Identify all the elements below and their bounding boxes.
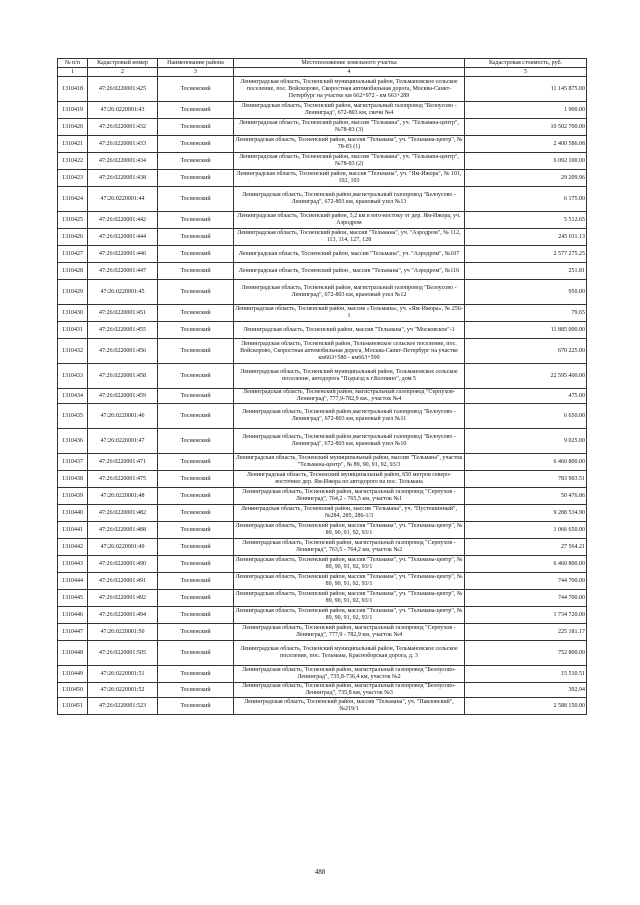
- cadastral-value: 245 011.13: [465, 229, 587, 246]
- row-number: 1310418: [58, 77, 88, 102]
- row-number: 1310438: [58, 471, 88, 488]
- location: Ленинградская область, Тосненский район, массив "Тельмана", уч. "Пустошинный", №284, 285, 286-1/3: [234, 505, 465, 522]
- table-row: [58, 170, 587, 187]
- district-name: Тосненский: [158, 187, 234, 212]
- district-name: Тосненский: [158, 136, 234, 153]
- cadastral-number: 47:26:0220001:442: [88, 212, 158, 229]
- row-number: 1310449: [58, 666, 88, 683]
- cadastral-number: 47:26:0220001:47: [88, 429, 158, 454]
- table-row: [58, 229, 587, 246]
- row-number: 1310433: [58, 364, 88, 389]
- district-name: Тосненский: [158, 119, 234, 136]
- district-name: Тосненский: [158, 698, 234, 715]
- district-name: Тосненский: [158, 305, 234, 322]
- cadastral-number: 47:26:0220001:490: [88, 556, 158, 573]
- row-number: 1310442: [58, 539, 88, 556]
- cadastral-value: 11 885 000.00: [465, 322, 587, 339]
- table-row: [58, 666, 587, 683]
- column-number: 5: [465, 68, 587, 77]
- location: Ленинградская область, Тосненский район, массив "Тельмана", уч. "Аэродром", №107: [234, 246, 465, 263]
- cadastral-value: 6 650.00: [465, 404, 587, 429]
- cadastral-value: 392.94: [465, 683, 587, 698]
- table-row: [58, 539, 587, 556]
- cadastral-value: 752 800.00: [465, 641, 587, 666]
- location: Ленинградская область, Тосненский район, магистральный газопровод "Белоусово-Ленинград", 735,8-736,4 км, участок №2: [234, 666, 465, 683]
- header-row: [58, 59, 587, 68]
- location: Ленинградская область, Тосненский район, магистральный газопровод "Белоусово - Ленинград", 672-803 км, свечи №4: [234, 102, 465, 119]
- district-name: Тосненский: [158, 666, 234, 683]
- district-name: Тосненский: [158, 263, 234, 280]
- cadastral-value: 1 900.00: [465, 102, 587, 119]
- table-row: [58, 322, 587, 339]
- location: Ленинградская область, Тосненский район,магистральный газопровод "Белоусово - Ленинград", 672-803 км, крановый узел №11: [234, 404, 465, 429]
- row-number: 1310434: [58, 389, 88, 404]
- district-name: Тосненский: [158, 322, 234, 339]
- location: Ленинградская область, Тосненский район, магистральный газопровод "Белоусово - Ленинград", 672-803 км, крановый узел №12: [234, 280, 465, 305]
- district-name: Тосненский: [158, 607, 234, 624]
- table-row: [58, 454, 587, 471]
- page-number: 488: [314, 868, 326, 876]
- table-row: [58, 136, 587, 153]
- district-name: Тосненский: [158, 539, 234, 556]
- district-name: Тосненский: [158, 522, 234, 539]
- district-name: Тосненский: [158, 246, 234, 263]
- location: Ленинградская область, Тосненский район, магистральный газопровод "Серпухов - Ленинград", 764,2 - 765,5 км, участок №1: [234, 488, 465, 505]
- row-number: 1310419: [58, 102, 88, 119]
- cadastral-value: 225 181.17: [465, 624, 587, 641]
- table-row: [58, 683, 587, 698]
- table-row: [58, 119, 587, 136]
- cadastral-value: 6 092 100.00: [465, 153, 587, 170]
- cadastral-value: 251.81: [465, 263, 587, 280]
- table-row: [58, 429, 587, 454]
- cadastral-number: 47:26:0220001:50: [88, 624, 158, 641]
- cadastral-value: 744 700.00: [465, 590, 587, 607]
- cadastral-number: 47:26:0220001:523: [88, 698, 158, 715]
- cadastral-number: 47:26:0220001:446: [88, 246, 158, 263]
- location: Ленинградская область, Тосненский район,магистральный газопровод "Белоусово - Ленинград", 672-803 км, крановый узел №10: [234, 429, 465, 454]
- district-name: Тосненский: [158, 280, 234, 305]
- cadastral-value: 11 145 875.00: [465, 77, 587, 102]
- cadastral-number: 47:26:0220001:51: [88, 666, 158, 683]
- cadastral-number: 47:26:0220001:444: [88, 229, 158, 246]
- cadastral-value: 1 734 720.00: [465, 607, 587, 624]
- row-number: 1310431: [58, 322, 88, 339]
- location: Ленинградская область, Тосненский район, массив «Тельмана», уч. «Ям-Ижора», № 256-1: [234, 305, 465, 322]
- district-name: Тосненский: [158, 624, 234, 641]
- cadastral-value: 744 700.00: [465, 573, 587, 590]
- cadastral-number: 47:26:0220001:471: [88, 454, 158, 471]
- table-row: [58, 389, 587, 404]
- cadastral-value: 79.65: [465, 305, 587, 322]
- location: Ленинградская область, Тосненский район, 3,2 км в юго-востоку от дер. Ям-Ижора, уч. Аэродром: [234, 212, 465, 229]
- row-number: 1310448: [58, 641, 88, 666]
- row-number: 1310425: [58, 212, 88, 229]
- table-row: [58, 522, 587, 539]
- location: Ленинградская область, Тосненский муниципальный район, массив "Тельмана", участок "Тельмана-центр", № 89, 90, 91, 92, 93/3: [234, 454, 465, 471]
- table-row: [58, 102, 587, 119]
- cadastral-value: 475.00: [465, 389, 587, 404]
- row-number: 1310420: [58, 119, 88, 136]
- row-number: 1310436: [58, 429, 88, 454]
- location: Ленинградская область, Тосненский район, массив "Тельмана", уч. "Тельмана-центр", № 89, 90, 91, 92, 93/1: [234, 590, 465, 607]
- district-name: Тосненский: [158, 683, 234, 698]
- cadastral-value: 670 225.00: [465, 339, 587, 364]
- location: Ленинградская область, Тосненский муниципальный район, Тельмановское сельское поселение, автодорога "Подъезд к г.Колпино", дом 5: [234, 364, 465, 389]
- cadastral-number: 47:26:0220001:491: [88, 573, 158, 590]
- cadastral-value: 2 400 586.08: [465, 136, 587, 153]
- row-number: 1310446: [58, 607, 88, 624]
- location: Ленинградская область, Тосненский район, магистральный газопровод "Серпухов - Ленинград", 777,9 - 782,9 км, участок №4: [234, 624, 465, 641]
- cadastral-number: 47:26:0220001:458: [88, 364, 158, 389]
- cadastral-value: 29 209.96: [465, 170, 587, 187]
- district-name: Тосненский: [158, 102, 234, 119]
- cadastral-number: 47:26:0220001:49: [88, 539, 158, 556]
- row-number: 1310440: [58, 505, 88, 522]
- cadastral-value: 2 588 150.00: [465, 698, 587, 715]
- row-number: 1310444: [58, 573, 88, 590]
- cadastral-value: 783 903.51: [465, 471, 587, 488]
- header-district: Наименование района: [158, 59, 234, 68]
- row-number: 1310451: [58, 698, 88, 715]
- location: Ленинградская область, Тосненский район, магистральный газопровод "Серпухов-Ленинград", 777,9-782,9 км., участок №4: [234, 389, 465, 404]
- row-number: 1310437: [58, 454, 88, 471]
- location: Ленинградская область, Тосненский район, массив "Тельмана", уч. "Тельмана-центр", № 89, 90, 91, 92, 93/1: [234, 522, 465, 539]
- location: Ленинградская область, Тосненский район, магистральный газопровод "Белоусово-Ленинград", 735,8 км, участок №3: [234, 683, 465, 698]
- row-number: 1310421: [58, 136, 88, 153]
- cadastral-number: 47:26:0220001:451: [88, 305, 158, 322]
- cadastral-number: 47:26:0220001:494: [88, 607, 158, 624]
- district-name: Тосненский: [158, 212, 234, 229]
- column-number: 1: [58, 68, 88, 77]
- location: Ленинградская область, Тосненский муниципальный район, Тельмановское сельское поселение, пос. Войскорово, Скоростная автомобильная дорога, Москва-Санкт-Петербург на участке км 662+972 - км 663+289: [234, 77, 465, 102]
- cadastral-number: 47:26:0220001:482: [88, 505, 158, 522]
- district-name: Тосненский: [158, 404, 234, 429]
- location: Ленинградская область, Тосненский район, массив "Тельмана", уч. "Павловский", №219/1: [234, 698, 465, 715]
- cadastral-value: 10 502 700.00: [465, 119, 587, 136]
- location: Ленинградская область, Тосненский район,магистральный газопровод "Белоусово - Ленинград", 672-803 км, крановый узел №13: [234, 187, 465, 212]
- table-row: [58, 556, 587, 573]
- district-name: Тосненский: [158, 488, 234, 505]
- location: Ленинградская область, Тосненский муниципальный район, Тельмановское сельское поселение, пос. Тельмана, Красноборская дорога, д. 3: [234, 641, 465, 666]
- row-number: 1310429: [58, 280, 88, 305]
- row-number: 1310432: [58, 339, 88, 364]
- table-row: [58, 263, 587, 280]
- cadastral-number: 47:26:0220001:425: [88, 77, 158, 102]
- cadastral-value: 6 460 800.00: [465, 454, 587, 471]
- cadastral-number: 47:26:0220001:52: [88, 683, 158, 698]
- cadastral-value: 6 460 800.00: [465, 556, 587, 573]
- location: Ленинградская область, Тосненский район, массив "Тельмана", уч. "Тельмана-центр", № 89, 90, 91, 92, 93/1: [234, 607, 465, 624]
- location: Ленинградская область, Тосненский район, массив "Тельмана", уч. "Тельмана-центр", № 78-83 (1): [234, 136, 465, 153]
- table-row: [58, 305, 587, 322]
- district-name: Тосненский: [158, 505, 234, 522]
- location: Ленинградская область, Тосненский район, массив "Тельмана", уч. "Тельмана-центр", №78-83 (3): [234, 119, 465, 136]
- location: Ленинградская область, Тосненский район, массив "Тельмана", уч. "Ям-Ижора", № 101, 102, 103: [234, 170, 465, 187]
- table-row: [58, 212, 587, 229]
- cadastral-number: 47:26:0220001:488: [88, 522, 158, 539]
- location: Ленинградская область, Тосненский район, массив "Тельмана", уч. "Аэродром", № 112, 113, 114, 127, 128: [234, 229, 465, 246]
- table-row: [58, 698, 587, 715]
- table-row: [58, 187, 587, 212]
- district-name: Тосненский: [158, 573, 234, 590]
- district-name: Тосненский: [158, 454, 234, 471]
- row-number: 1310426: [58, 229, 88, 246]
- district-name: Тосненский: [158, 471, 234, 488]
- table-row: [58, 471, 587, 488]
- cadastral-number: 47:26:0220001:505: [88, 641, 158, 666]
- table-row: [58, 641, 587, 666]
- table-row: [58, 488, 587, 505]
- row-number: 1310422: [58, 153, 88, 170]
- header-cadastral-value: Кадастровая стоимость, руб.: [465, 59, 587, 68]
- cadastral-number: 47:26:0220001:44: [88, 187, 158, 212]
- district-name: Тосненский: [158, 389, 234, 404]
- location: Ленинградская область, Тосненский район, массив "Тельмана", уч. "Тельмана-центр", № 89, 90, 91, 92, 93/1: [234, 573, 465, 590]
- cadastral-value: 9 025.00: [465, 429, 587, 454]
- district-name: Тосненский: [158, 339, 234, 364]
- district-name: Тосненский: [158, 429, 234, 454]
- table-row: [58, 339, 587, 364]
- row-number: 1310450: [58, 683, 88, 698]
- row-number: 1310428: [58, 263, 88, 280]
- table-row: [58, 624, 587, 641]
- table-row: [58, 77, 587, 102]
- district-name: Тосненский: [158, 153, 234, 170]
- header-cadastral-number: Кадастровый номер: [88, 59, 158, 68]
- district-name: Тосненский: [158, 77, 234, 102]
- district-name: Тосненский: [158, 170, 234, 187]
- row-number: 1310445: [58, 590, 88, 607]
- column-number: 3: [158, 68, 234, 77]
- cadastral-number: 47:26:0220001:434: [88, 153, 158, 170]
- cadastral-number: 47:26:0220001:433: [88, 136, 158, 153]
- cadastral-number: 47:26:0220001:48: [88, 488, 158, 505]
- cadastral-value: 1 066 650.00: [465, 522, 587, 539]
- location: Ленинградская область, Тосненский район, массив "Тельмана", уч "Московское"-1: [234, 322, 465, 339]
- cadastral-number: 47:26:0220001:475: [88, 471, 158, 488]
- column-number: 2: [88, 68, 158, 77]
- location: Ленинградская область, Тосненский район, Тельмановское сельское поселение, пос. Войскорово, Скоростная автомобильная дорога, Москва-Санкт-Петербург на участке км663+580 - км663+590: [234, 339, 465, 364]
- column-number-row: [58, 68, 587, 77]
- table-row: [58, 573, 587, 590]
- cadastral-value-table: [57, 58, 587, 715]
- cadastral-value: 2 577 275.25: [465, 246, 587, 263]
- district-name: Тосненский: [158, 556, 234, 573]
- header-number: № п/п: [58, 59, 88, 68]
- table-row: [58, 364, 587, 389]
- cadastral-number: 47:26:0220001:438: [88, 170, 158, 187]
- cadastral-value: 6 175.00: [465, 187, 587, 212]
- location: Ленинградская область, Тосненский район, магистральный газопровод "Серпухов - Ленинград", 763,5 - 764,2 км, участок №2: [234, 539, 465, 556]
- cadastral-number: 47:26:0220001:46: [88, 404, 158, 429]
- district-name: Тосненский: [158, 590, 234, 607]
- row-number: 1310435: [58, 404, 88, 429]
- header-location: Местоположение земельного участка: [234, 59, 465, 68]
- table-row: [58, 404, 587, 429]
- table-body: [58, 77, 587, 715]
- table-row: [58, 246, 587, 263]
- district-name: Тосненский: [158, 364, 234, 389]
- table-row: [58, 590, 587, 607]
- table-row: [58, 607, 587, 624]
- cadastral-value: 5 512.65: [465, 212, 587, 229]
- row-number: 1310441: [58, 522, 88, 539]
- cadastral-number: 47:26:0220001:459: [88, 389, 158, 404]
- cadastral-value: 27 564.21: [465, 539, 587, 556]
- table-row: [58, 153, 587, 170]
- location: Ленинградская область, Тосненский район, массив "Тельмана", уч. "Тельмана-центр", № 89, 90, 91, 92, 93/1: [234, 556, 465, 573]
- cadastral-number: 47:26:0220001:432: [88, 119, 158, 136]
- cadastral-value: 50 476.86: [465, 488, 587, 505]
- location: Ленинградская область, Тосненский район , массив "Тельмана", уч "Аэродром", №116: [234, 263, 465, 280]
- row-number: 1310443: [58, 556, 88, 573]
- cadastral-number: 47:26:0220001:43: [88, 102, 158, 119]
- cadastral-value: 9 288 534.90: [465, 505, 587, 522]
- district-name: Тосненский: [158, 229, 234, 246]
- row-number: 1310423: [58, 170, 88, 187]
- cadastral-number: 47:26:0220001:45: [88, 280, 158, 305]
- row-number: 1310427: [58, 246, 88, 263]
- cadastral-number: 47:26:0220001:455: [88, 322, 158, 339]
- district-name: Тосненский: [158, 641, 234, 666]
- table-row: [58, 505, 587, 522]
- location: Ленинградская область, Тосненский муниципальный район, 650 метров северо-восточнее дер. Ям-Ижора по автодороге на пос. Тельмана: [234, 471, 465, 488]
- column-number: 4: [234, 68, 465, 77]
- cadastral-value: 15 510.51: [465, 666, 587, 683]
- cadastral-value: 950.00: [465, 280, 587, 305]
- cadastral-number: 47:26:0220001:456: [88, 339, 158, 364]
- cadastral-number: 47:26:0220001:492: [88, 590, 158, 607]
- row-number: 1310424: [58, 187, 88, 212]
- row-number: 1310430: [58, 305, 88, 322]
- row-number: 1310439: [58, 488, 88, 505]
- cadastral-value: 22 595 400.00: [465, 364, 587, 389]
- table-row: [58, 280, 587, 305]
- cadastral-number: 47:26:0220001:447: [88, 263, 158, 280]
- row-number: 1310447: [58, 624, 88, 641]
- location: Ленинградская область, Тосненский район, массив "Тельмана", уч. "Тельмана-центр", №78-83 (2): [234, 153, 465, 170]
